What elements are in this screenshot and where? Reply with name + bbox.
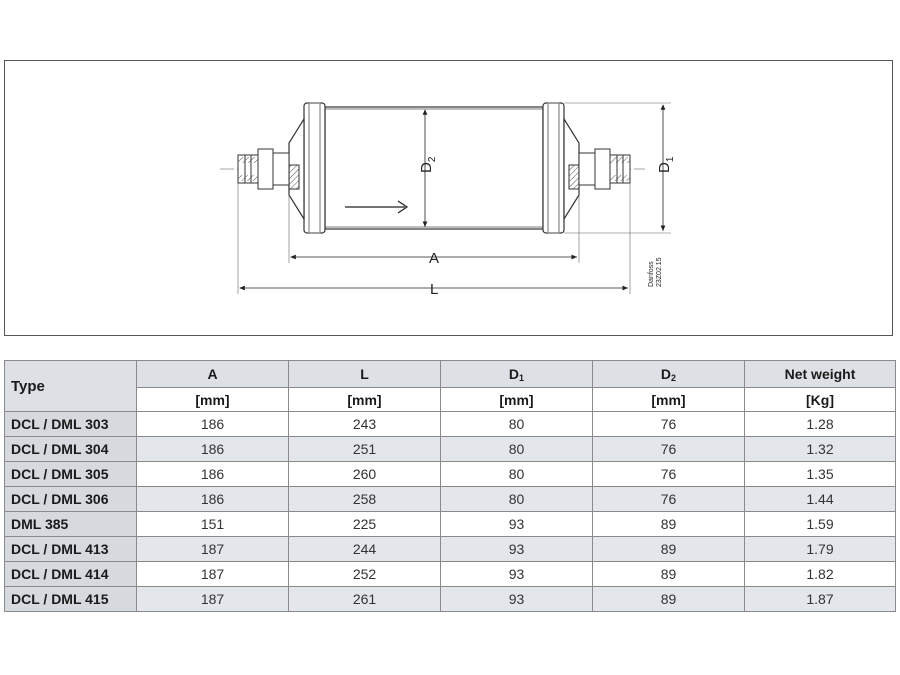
type-cell: DCL / DML 304 — [5, 437, 137, 462]
type-cell: DCL / DML 415 — [5, 587, 137, 612]
value-cell: 1.28 — [745, 412, 896, 437]
type-cell: DCL / DML 413 — [5, 537, 137, 562]
value-cell: 93 — [441, 512, 593, 537]
table-row — [5, 587, 896, 612]
unit-a: [mm] — [137, 388, 289, 412]
value-cell: 258 — [289, 487, 441, 512]
value-cell: 261 — [289, 587, 441, 612]
value-cell: 76 — [593, 437, 745, 462]
type-cell: DCL / DML 303 — [5, 412, 137, 437]
value-cell: 76 — [593, 462, 745, 487]
value-cell: 186 — [137, 412, 289, 437]
value-cell: 93 — [441, 587, 593, 612]
value-cell: 89 — [593, 587, 745, 612]
value-cell: 1.79 — [745, 537, 896, 562]
value-cell: 80 — [441, 437, 593, 462]
value-cell: 76 — [593, 412, 745, 437]
value-cell: 93 — [441, 562, 593, 587]
value-cell: 1.44 — [745, 487, 896, 512]
technical-drawing-frame — [4, 60, 893, 336]
table-row — [5, 462, 896, 487]
table-row — [5, 437, 896, 462]
type-cell: DCL / DML 414 — [5, 562, 137, 587]
value-cell: 89 — [593, 512, 745, 537]
type-cell: DCL / DML 305 — [5, 462, 137, 487]
value-cell: 187 — [137, 562, 289, 587]
table-row — [5, 487, 896, 512]
value-cell: 80 — [441, 487, 593, 512]
value-cell: 186 — [137, 437, 289, 462]
table-row — [5, 537, 896, 562]
unit-net-weight: [Kg] — [745, 388, 896, 412]
column-header-l: L — [289, 361, 441, 388]
value-cell: 187 — [137, 537, 289, 562]
value-cell: 243 — [289, 412, 441, 437]
value-cell: 1.32 — [745, 437, 896, 462]
value-cell: 1.82 — [745, 562, 896, 587]
unit-d1: [mm] — [441, 388, 593, 412]
value-cell: 251 — [289, 437, 441, 462]
value-cell: 252 — [289, 562, 441, 587]
table-unit-row — [5, 388, 896, 412]
filter-drier-drawing — [5, 61, 894, 337]
column-header-a: A — [137, 361, 289, 388]
column-header-d2: $D_2$ — [593, 361, 745, 388]
type-cell: DCL / DML 306 — [5, 487, 137, 512]
value-cell: 80 — [441, 412, 593, 437]
value-cell: 225 — [289, 512, 441, 537]
value-cell: 186 — [137, 487, 289, 512]
table-header-row — [5, 361, 896, 388]
value-cell: 186 — [137, 462, 289, 487]
unit-d2: [mm] — [593, 388, 745, 412]
specification-table — [4, 360, 896, 612]
l-label: L — [430, 281, 439, 298]
type-header: Type — [5, 361, 137, 412]
value-cell: 260 — [289, 462, 441, 487]
value-cell: 93 — [441, 537, 593, 562]
type-cell: DML 385 — [5, 512, 137, 537]
value-cell: 187 — [137, 587, 289, 612]
d1-label: $D_1$ — [656, 156, 676, 173]
table-row — [5, 512, 896, 537]
stamp-line-2: 23Z02.15 — [656, 257, 663, 287]
a-label: A — [429, 250, 440, 267]
table-row — [5, 412, 896, 437]
table-row — [5, 562, 896, 587]
value-cell: 80 — [441, 462, 593, 487]
value-cell: 1.35 — [745, 462, 896, 487]
value-cell: 76 — [593, 487, 745, 512]
column-header-net-weight: Net weight — [745, 361, 896, 388]
value-cell: 89 — [593, 537, 745, 562]
value-cell: 151 — [137, 512, 289, 537]
value-cell: 244 — [289, 537, 441, 562]
column-header-d1: $D_1$ — [441, 361, 593, 388]
d2-label: $D_2$ — [418, 156, 438, 173]
value-cell: 1.87 — [745, 587, 896, 612]
value-cell: 89 — [593, 562, 745, 587]
unit-l: [mm] — [289, 388, 441, 412]
value-cell: 1.59 — [745, 512, 896, 537]
stamp-line-1: Danfoss — [648, 261, 655, 287]
